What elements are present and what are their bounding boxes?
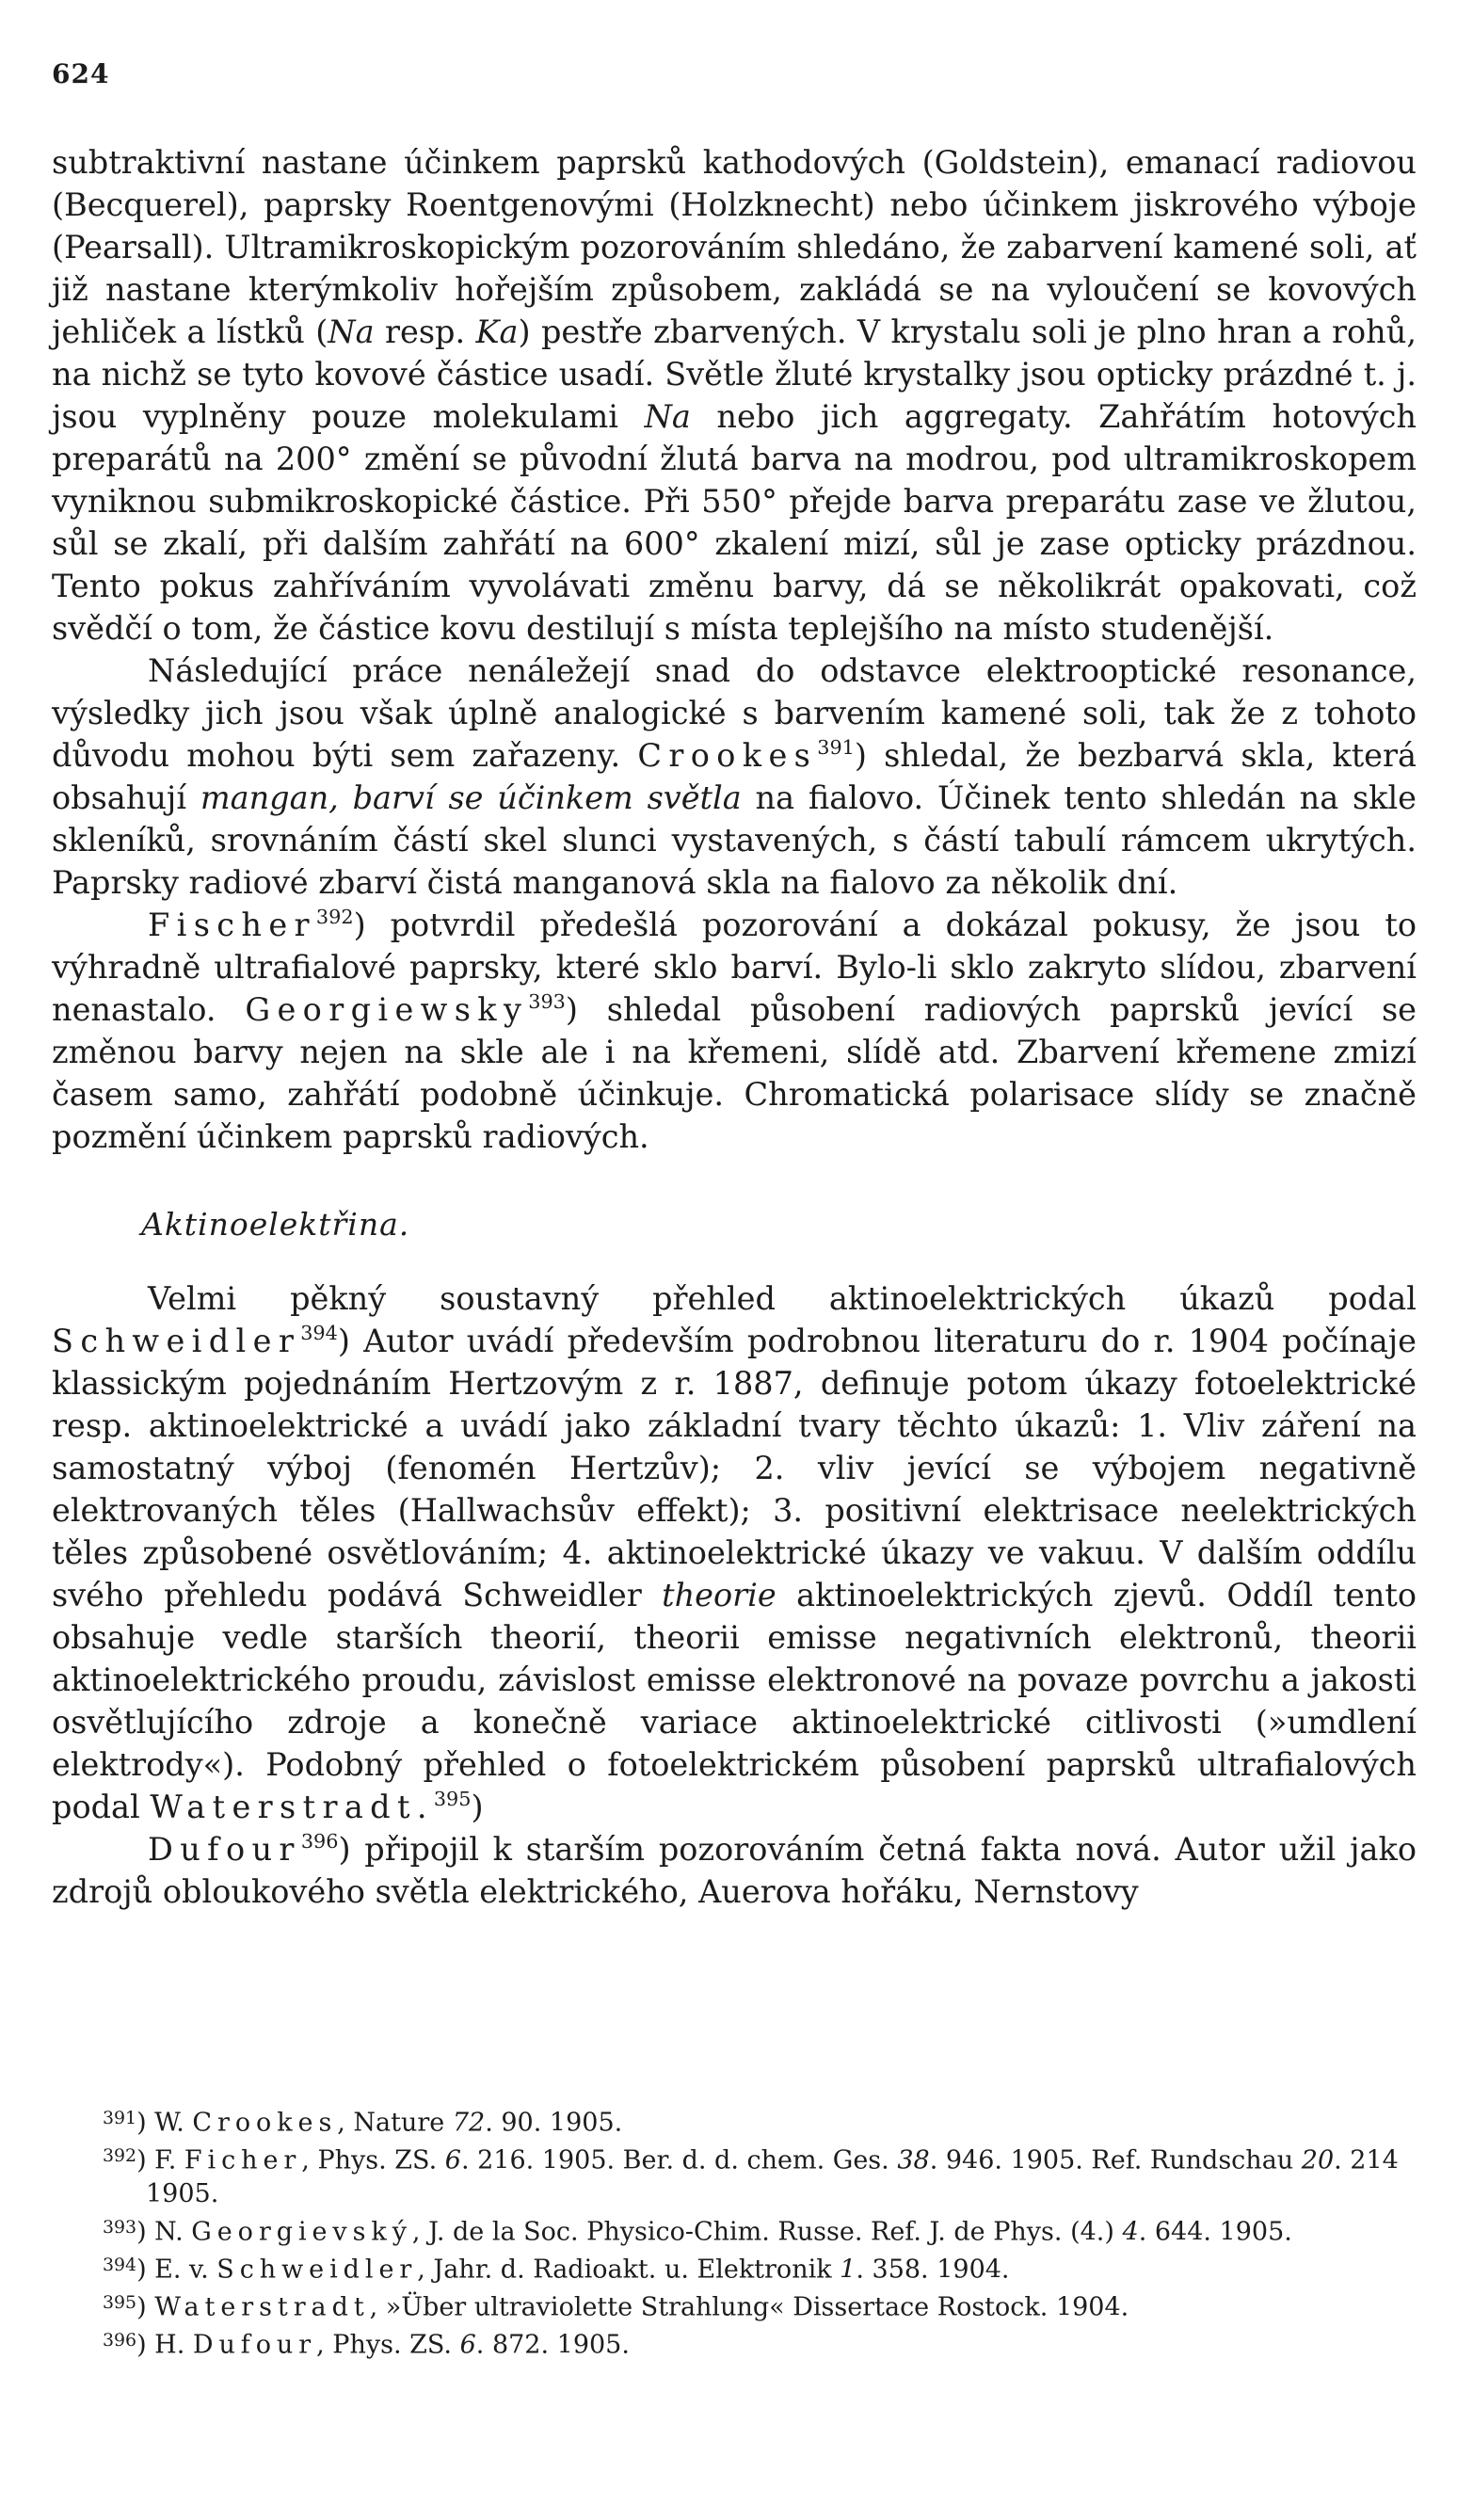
author-name: Fischer <box>148 907 316 943</box>
author-name: Georgiewsky <box>245 991 529 1028</box>
footnote-ref: 391 <box>817 736 855 760</box>
paragraph-fischer: Fischer$^{392}$) potvrdil předešlá pozorování a dokázal pokusy, že jsou to výhradně ultrafialové paprsky, které sklo barví. Bylo-li sklo zakryto slídou, zbarvení nenastalo. Georgiewsky$^{393}$) shledal působení radiových paprsků jevící se změnou barvy nejen na skle ale i na křemeni, slídě atd. Zbarvení křemene zmizí časem samo, zahřátí podobně účinkuje. Chromatická polarisace slídy se značně pozmění účinkem paprsků radiových. <box>52 906 1417 1155</box>
footnote-396: $^{396}$) H. Dufour, Phys. ZS. 6. 872. 1905. <box>103 2329 630 2360</box>
footnote-ref: 392 <box>315 906 354 929</box>
main-text <box>52 141 1417 1913</box>
paragraph-dufour: Dufour$^{396}$) připojil k starším pozorováním četná fakta nová. Autor užil jako zdrojů obloukového světla elektrického, Auerova hořáku, Nernstovy <box>52 1830 1417 1910</box>
author-name: Waterstradt. <box>150 1789 434 1825</box>
footnote-ref: 396 <box>300 1830 339 1854</box>
paragraph-glass-coloring: Následující práce nenáležejí snad do odstavce elektrooptické resonance, výsledky jich jsou však úplně analogické s barvením kamené soli, tak že z tohoto důvodu mohou býti sem zařazeny. Crookes$^{391}$) shledal, že bezbarvá skla, která obsahují mangan, barví se účinkem světla na fialovo. Účinek tento shledán na skle skleníků, srovnáním částí skel slunci vystavených, s částí tabulí rámcem ukrytých. Paprsky radiové zbarví čistá manganová skla na fialovo za několik dní. <box>52 652 1417 901</box>
paragraph-salt-coloring: subtraktivní nastane účinkem paprsků kathodových (Goldstein), emanací radiovou (Becquerel), paprsky Roentgenovými (Holzknecht) nebo účinkem jiskrového výboje (Pearsall). Ultramikroskopickým pozorováním shledáno, že zabarvení kamené soli, ať již nastane kterýmkoliv hořejším způsobem, zakládá se na vyloučení se kovových jehliček a lístků (Na resp. Ka) pestře zbarvených. V krystalu soli je plno hran a rohů, na nichž se tyto kovové částice usadí. Světle žluté krystalky jsou opticky prázdné t. j. jsou vyplněny pouze molekulami Na nebo jich aggregaty. Zahřátím hotových preparátů na 200° změní se původní žlutá barva na modrou, pod ultramikroskopem vyniknou submikroskopické částice. Při 550° přejde barva preparátu zase ve žlutou, sůl se zkalí, při dalším zahřátí na 600° zkalení mizí, sůl je zase opticky prázdnou. Tento pokus zahříváním vyvolávati změnu barvy, dá se několikrát opakovati, což svědčí o tom, že částice kovu destilují s místa teplejšího na místo studenější. <box>52 144 1417 647</box>
footnote-392: $^{392}$) F. Ficher, Phys. ZS. 6. 216. 1905. Ber. d. d. chem. Ges. 38. 946. 1905. Ref. Rundschau 20. 214 1905. <box>103 2145 1399 2209</box>
footnote-391: $^{391}$) W. Crookes, Nature 72. 90. 1905. <box>103 2108 623 2138</box>
author-name: Dufour <box>148 1831 301 1868</box>
author-name: Crookes <box>637 737 818 774</box>
footnotes <box>52 2102 1417 2362</box>
author-name: Schweidler <box>52 1323 301 1359</box>
footnote-ref: 395 <box>433 1788 472 1811</box>
paragraph-schweidler: Velmi pěkný soustavný přehled aktinoelektrických úkazů podal Schweidler$^{394}$) Autor uvádí především podrobnou literaturu do r. 1904 počínaje klassickým pojednáním Hertzovým z r. 1887, definuje potom úkazy fotoelektrické resp. aktinoelektrické a uvádí jako základní tvary těchto úkazů: 1. Vliv záření na samostatný výboj (fenomén Hertzův); 2. vliv jevící se výbojem negativně elektrovaných těles (Hallwachsův effekt); 3. positivní elektrisace neelektrických těles způsobené osvětlováním; 4. aktinoelektrické úkazy ve vakuu. V dalším oddílu svého přehledu podává Schweidler theorie aktinoelektrických zjevů. Oddíl tento obsahuje vedle starších theorií, theorii emisse negativních elektronů, theorii aktinoelektrického proudu, závislost emisse elektronové na povaze povrchu a jakosti osvětlujícího zdroje a konečně variace aktinoelektrické citlivosti (»umdlení elektrody«). Podobný přehled o fotoelektrickém působení paprsků ultrafialových podal Waterstradt.$^{395}$) <box>52 1280 1417 1825</box>
section-heading: Aktinoelektřina. <box>141 1206 410 1243</box>
page-number: 624 <box>52 58 110 89</box>
footnote-393: $^{393}$) N. Georgievský, J. de la Soc. Physico-Chim. Russe. Ref. J. de Phys. (4.) 4. 644. 1905. <box>103 2216 1292 2247</box>
footnote-ref: 394 <box>300 1322 338 1345</box>
footnote-395: $^{395}$) Waterstradt, »Über ultraviolette Strahlung« Dissertace Rostock. 1904. <box>103 2291 1129 2322</box>
footnote-394: $^{394}$) E. v. Schweidler, Jahr. d. Radioakt. u. Elektronik 1. 358. 1904. <box>103 2254 1010 2285</box>
footnote-ref: 393 <box>528 990 566 1014</box>
